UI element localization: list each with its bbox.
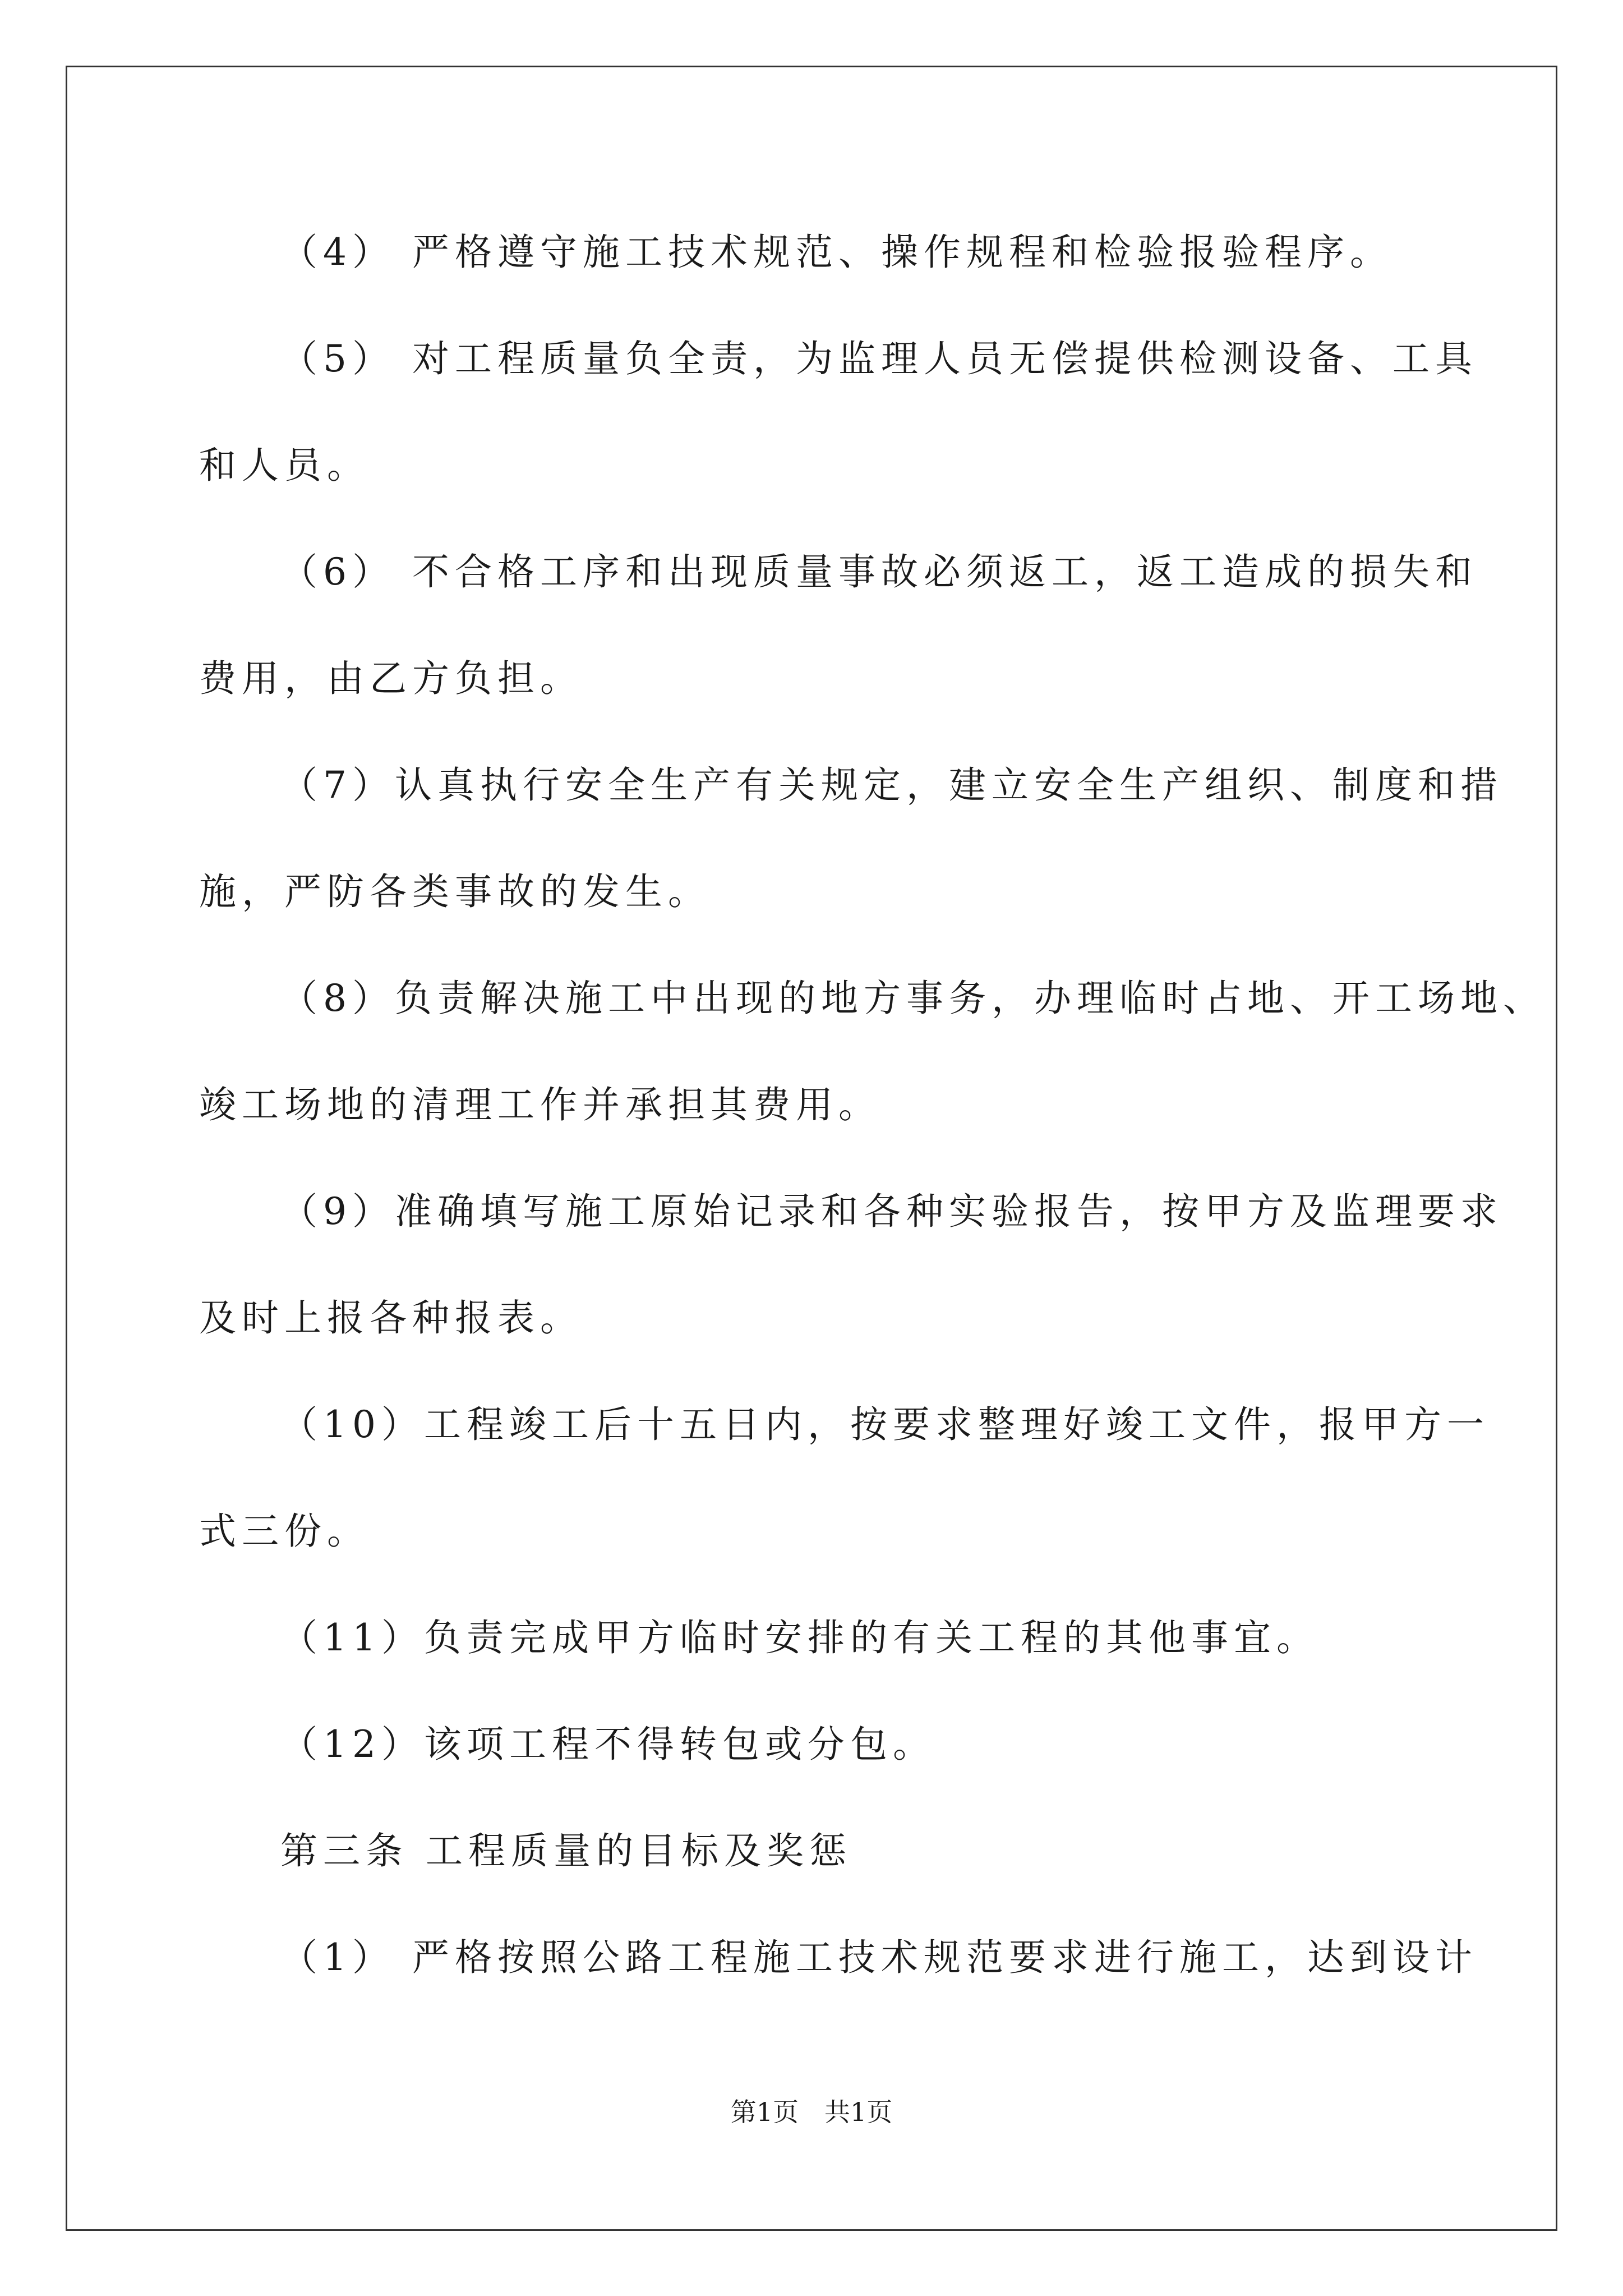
text-line: 式三份。 [199, 1510, 370, 1553]
text-line: （7）认真执行安全生产有关规定，建立安全生产组织、制度和措 [280, 763, 1503, 807]
text-line: 施，严防各类事故的发生。 [199, 870, 711, 913]
text-line: （1） 严格按照公路工程施工技术规范要求进行施工，达到设计 [280, 1936, 1478, 1979]
text-line: 和人员。 [199, 444, 370, 487]
text-line: （11）负责完成甲方临时安排的有关工程的其他事宜。 [280, 1616, 1319, 1659]
text-line: （5） 对工程质量负全责，为监理人员无偿提供检测设备、工具 [280, 337, 1478, 380]
text-line: （6） 不合格工序和出现质量事故必须返工，返工造成的损失和 [280, 550, 1478, 593]
text-line: 及时上报各种报表。 [199, 1296, 583, 1340]
section-heading: 第三条 工程质量的目标及奖惩 [280, 1829, 852, 1872]
text-line: （10）工程竣工后十五日内，按要求整理好竣工文件，报甲方一 [280, 1403, 1490, 1446]
text-line: （8）负责解决施工中出现的地方事务，办理临时占地、开工场地、 [280, 977, 1546, 1020]
text-line: （9）准确填写施工原始记录和各种实验报告，按甲方及监理要求 [280, 1190, 1503, 1233]
page-border [66, 66, 1557, 2231]
text-line: （12）该项工程不得转包或分包。 [280, 1723, 935, 1766]
text-line: 竣工场地的清理工作并承担其费用。 [199, 1083, 881, 1126]
page-number-footer: 第1页 共1页 [730, 2097, 893, 2127]
text-line: 费用，由乙方负担。 [199, 657, 583, 700]
text-line: （4） 严格遵守施工技术规范、操作规程和检验报验程序。 [280, 231, 1393, 274]
